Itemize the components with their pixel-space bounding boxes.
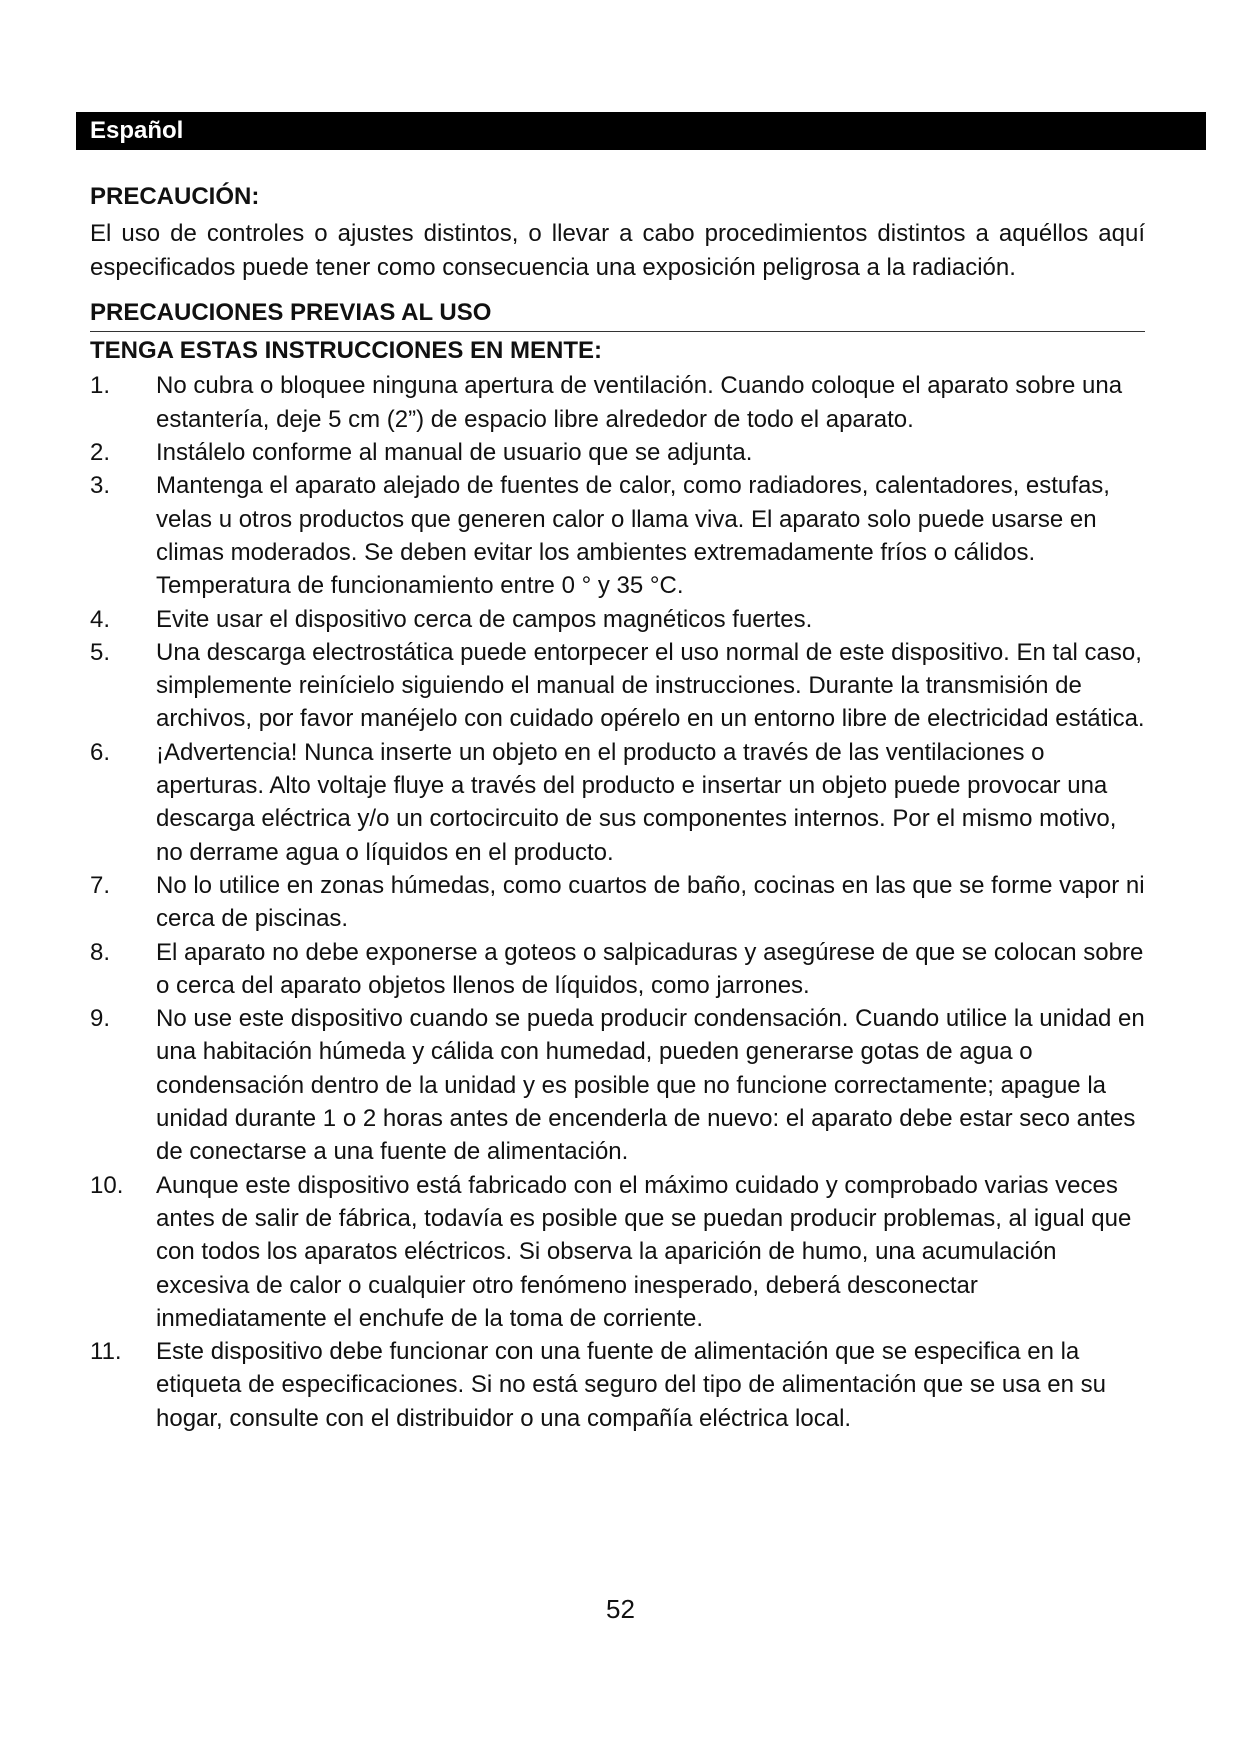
list-item: [90, 369, 1145, 436]
list-item-text: No use este dispositivo cuando se pueda producir condensación. Cuando utilice la unidad en una habitación húmeda y cálida con humedad, pueden generarse gotas de agua o condensación dentro de la unidad y es posible que no funcione correctamente; apague la unidad durante 1 o 2 horas antes de encenderla de nuevo: el aparato debe estar seco antes de conectarse a una fuente de alimentación.: [156, 1005, 1145, 1166]
list-item: [90, 1169, 1145, 1335]
list-item-text: Este dispositivo debe funcionar con una fuente de alimentación que se especifica en la etiqueta de especificaciones. Si no está seguro del tipo de alimentación que se usa en su hogar, consulte con el distribuidor o una compañía eléctrica local.: [156, 1338, 1106, 1432]
list-item: [90, 436, 1145, 469]
list-item-text: Mantenga el aparato alejado de fuentes de calor, como radiadores, calentadores, estufas, velas u otros productos que generen calor o llama viva. El aparato solo puede usarse en climas moderados. Se deben evitar los ambientes extremadamente fríos o cálidos. Temperatura de funcionamiento entre 0 ° y 35 °C.: [156, 472, 1110, 600]
list-item: [90, 636, 1145, 736]
list-item-text: Evite usar el dispositivo cerca de campos magnéticos fuertes.: [156, 605, 813, 633]
list-item-number: 9.: [90, 1005, 111, 1033]
list-item-number: 8.: [90, 938, 111, 966]
list-item-text: ¡Advertencia! Nunca inserte un objeto en el producto a través de las ventilaciones o aperturas. Alto voltaje fluye a través del producto e insertar un objeto puede provocar una descarga eléctrica y/o un cortocircuito de sus componentes internos. Por el mismo motivo, no derrame agua o líquidos en el producto.: [156, 738, 1117, 866]
list-item-number: 6.: [90, 738, 111, 766]
caution-title: PRECAUCIÓN:: [90, 183, 260, 210]
list-item: [90, 603, 1145, 636]
list-item-text: No cubra o bloquee ninguna apertura de ventilación. Cuando coloque el aparato sobre una estantería, deje 5 cm (2”) de espacio libre alrededor de todo el aparato.: [156, 372, 1123, 433]
caution-text: El uso de controles o ajustes distintos, o llevar a cabo procedimientos distintos a aquéllos aquí especificados puede tener como consecuencia una exposición peligrosa a la radiación.: [90, 220, 1145, 281]
list-item: [90, 936, 1145, 1003]
list-item: [90, 869, 1145, 936]
precautions-title: PRECAUCIONES PREVIAS AL USO: [90, 296, 1145, 332]
list-item-text: No lo utilice en zonas húmedas, como cuartos de baño, cocinas en las que se forme vapor ni cerca de piscinas.: [156, 871, 1145, 933]
list-item-number: 7.: [90, 871, 111, 899]
list-item-number: 3.: [90, 472, 111, 500]
list-item-number: 2.: [90, 439, 111, 467]
page-number: 52: [606, 1594, 635, 1624]
list-item-text: Instálelo conforme al manual de usuario que se adjunta.: [156, 439, 753, 467]
list-item-number: 10.: [90, 1171, 124, 1199]
list-item: [90, 469, 1145, 602]
language-header-bar: [76, 112, 1206, 150]
list-item: [90, 1002, 1145, 1168]
list-item-number: 5.: [90, 638, 111, 666]
language-label: Español: [90, 117, 184, 144]
list-item: [90, 736, 1145, 869]
list-item-text: Una descarga electrostática puede entorpecer el uso normal de este dispositivo. En tal caso, simplemente reinícielo siguiendo el manual de instrucciones. Durante la transmisión de archivos, por favor manéjelo con cuidado opérelo en un entorno libre de electricidad estática.: [156, 638, 1145, 733]
list-item: [90, 1335, 1145, 1435]
list-item-text: El aparato no debe exponerse a goteos o salpicaduras y asegúrese de que se colocan sobre o cerca del aparato objetos llenos de líquidos, como jarrones.: [156, 938, 1144, 999]
list-item-number: 4.: [90, 605, 111, 633]
list-item-number: 1.: [90, 372, 111, 400]
page-content: [90, 180, 1145, 1435]
list-item-text: Aunque este dispositivo está fabricado con el máximo cuidado y comprobado varias veces antes de salir de fábrica, todavía es posible que se puedan producir problemas, al igual que con todos los aparatos eléctricos. Si observa la aparición de humo, una acumulación excesiva de calor o cualquier otro fenómeno inesperado, deberá desconectar inmediatamente el enchufe de la toma de corriente.: [156, 1171, 1132, 1332]
precautions-list: [90, 369, 1145, 1435]
precautions-subtitle: TENGA ESTAS INSTRUCCIONES EN MENTE:: [90, 337, 603, 365]
list-item-number: 11.: [90, 1338, 122, 1366]
